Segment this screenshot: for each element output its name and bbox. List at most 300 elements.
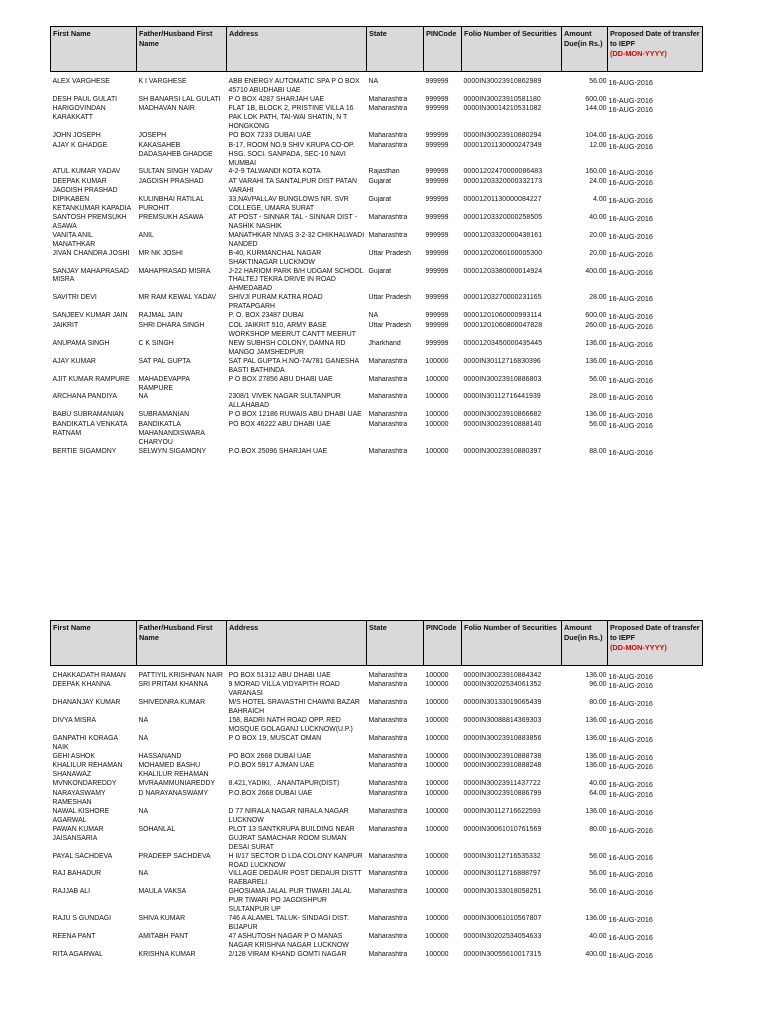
cell-first-name: AJIT KUMAR RAMPURE [52,375,130,383]
table-row [51,888,703,915]
cell-first-name: JAIKRIT [52,321,79,329]
cell-address: 47 ASHUTOSH NAGAR P O MANAS NAGAR KRISHNA NAGAR LUCKNOW [228,933,349,950]
cell-pincode: 100000 [425,717,449,725]
cell-proposed-date: 16-AUG-2016 [608,807,653,817]
cell-address: GHOSIAMA JALAL PUR TIWARI JALAL PUR TIWARI PO JAGDISHPUR SULTANPUR UP [228,888,352,914]
header-folio: Folio Number of Securities [462,621,562,666]
cell-proposed-date: 16-AUG-2016 [608,789,653,799]
cell-state: Maharashtra [368,375,408,383]
table-body [51,666,703,961]
table-row [51,72,703,96]
cell-amount: 56.00 [589,375,607,383]
cell-first-name: DIPIKABEN KETANKUMAR KAPADIA [52,195,132,212]
cell-address: 9 MORAD VILLA VIDYAPITH ROAD VARANASI [228,681,340,698]
cell-amount: 260.00 [585,321,607,329]
cell-father-name: MAHADEVAPPA RAMPURE [138,375,190,392]
cell-pincode: 100000 [425,789,449,797]
cell-address: SAT PAL GUPTA H.NO-7A/781 GANESHA BASTI BATHINDA [228,357,359,374]
cell-address: PLOT 13 SANTKRUPA BUILDING NEAR GUJRAT SAMACHAR ROOM SUMAN DESAI SURAT [228,825,355,851]
cell-amount: 4.00 [593,195,607,203]
cell-folio: 0000IN30023910884342 [463,672,542,679]
table-row [51,951,703,960]
cell-proposed-date: 16-AUG-2016 [608,393,653,403]
cell-pincode: 100000 [425,375,449,383]
cell-father-name: SHIVA KUMAR [138,915,186,923]
cell-proposed-date: 16-AUG-2016 [608,213,653,223]
cell-folio: 00001202060100005300 [463,249,543,257]
cell-pincode: 100000 [425,852,449,860]
cell-proposed-date: 16-AUG-2016 [608,672,653,681]
cell-address: D 77 NIRALA NAGAR NIRALA NAGAR LUCKNOW [228,807,349,824]
cell-amount: 20.00 [589,249,607,257]
cell-first-name: GEHI ASHOK [52,753,96,761]
cell-amount: 136.00 [585,753,607,761]
cell-proposed-date: 16-AUG-2016 [608,735,653,745]
cell-address: PO BOX 51312 ABU DHABI UAE [228,672,331,679]
cell-father-name: SELWYN SIGAMONY [138,447,207,455]
cell-amount: 56.00 [589,852,607,860]
cell-folio: 0000IN30023910888738 [463,753,542,761]
cell-pincode: 999999 [425,141,449,149]
cell-proposed-date: 16-AUG-2016 [608,762,653,772]
cell-first-name: BERTIE SIGAMONY [52,447,117,455]
cell-pincode: 999999 [425,177,449,185]
cell-pincode: 999999 [425,195,449,203]
cell-proposed-date: 16-AUG-2016 [608,312,653,322]
cell-folio: 0000IN30112716888797 [463,870,541,878]
cell-pincode: 100000 [425,735,449,743]
cell-first-name: RAJ BAHADUR [52,870,102,878]
table-row [51,666,703,682]
cell-amount: 104.00 [585,132,607,140]
cell-first-name: HARIGOVINDAN KARAKKATT [52,105,106,122]
cell-proposed-date: 16-AUG-2016 [608,357,653,367]
cell-folio: 00001203320000332173 [463,177,543,185]
cell-pincode: 999999 [425,168,449,176]
cell-folio: 0000IN30023910888140 [463,420,542,428]
header-address: Address [227,27,367,72]
header-state: State [367,621,424,666]
cell-amount: 80.00 [589,699,607,707]
cell-folio: 00001201060000993114 [463,312,542,320]
cell-state: Maharashtra [368,213,408,221]
cell-father-name: KAKASAHEB DADASAHEB GHADGE [138,141,213,158]
table-row [51,421,703,448]
cell-amount: 28.00 [589,294,607,302]
cell-father-name: MVRAAMMUNIAREDDY [138,780,216,788]
cell-address: M/S HOTEL SRAVASTHI CHAWNI BAZAR BAHRAICH [228,699,360,716]
cell-address: ABB ENERGY AUTOMATIC SPA P O BOX 45710 ABUDHABI UAE [228,78,360,94]
cell-pincode: 100000 [425,762,449,770]
cell-folio: 00001202470000086483 [463,168,543,176]
cell-first-name: RITA AGARWAL [52,951,103,959]
cell-amount: 136.00 [585,915,607,923]
cell-folio: 0000IN30014210531082 [463,105,542,113]
cell-pincode: 999999 [425,95,449,103]
cell-amount: 600.00 [585,312,607,320]
cell-father-name: C K SINGH [138,339,174,347]
cell-folio: 00001201060800047828 [463,321,543,329]
cell-pincode: 100000 [425,393,449,401]
cell-proposed-date: 16-AUG-2016 [608,699,653,709]
cell-address: H II/17 SECTOR D LDA COLONY KANPUR ROAD LUCKNOW [228,852,363,869]
cell-amount: 136.00 [585,762,607,770]
cell-proposed-date: 16-AUG-2016 [608,105,653,115]
cell-state: Maharashtra [368,933,408,941]
cell-father-name: SH BANARSI LAL GULATI [138,95,221,103]
cell-first-name: PAYAL SACHDEVA [52,852,113,860]
cell-state: Maharashtra [368,357,408,365]
cell-proposed-date: 16-AUG-2016 [608,339,653,349]
cell-state: Maharashtra [368,789,408,797]
table-row [51,105,703,132]
cell-amount: 40.00 [589,780,607,788]
cell-proposed-date: 16-AUG-2016 [608,753,653,763]
table-row [51,376,703,394]
cell-first-name: ALEX VARGHESE [52,78,110,85]
cell-amount: 600.00 [585,95,607,103]
cell-pincode: 100000 [425,699,449,707]
cell-pincode: 100000 [425,447,449,455]
cell-father-name: ANIL [138,231,154,239]
cell-first-name: RAJJAB ALI [52,888,91,896]
cell-pincode: 100000 [425,681,449,689]
cell-state: Uttar Pradesh [368,249,412,257]
cell-address: 2308/1 VIVEK NAGAR SULTANPUR ALLAHABAD [228,393,341,410]
cell-pincode: 999999 [425,132,449,140]
cell-father-name: SHRI DHARA SINGH [138,321,205,329]
cell-amount: 136.00 [585,357,607,365]
cell-amount: 160.00 [585,168,607,176]
cell-address: VILLAGE DEDAUR POST DEDAUR DISTT RAEBARELI [228,870,362,887]
cell-first-name: AJAY KUMAR [52,357,96,365]
cell-folio: 0000IN30088814369303 [463,717,542,725]
table-row [51,915,703,933]
cell-pincode: 999999 [425,321,449,329]
table-row [51,214,703,232]
cell-address: P O BOX 4287 SHARJAH UAE [228,95,325,103]
cell-amount: 24.00 [589,177,607,185]
cell-pincode: 100000 [425,933,449,941]
cell-proposed-date: 16-AUG-2016 [608,375,653,385]
unclaimed-dividend-table [50,620,703,961]
cell-state: Maharashtra [368,753,408,761]
cell-pincode: 100000 [425,753,449,761]
cell-amount: 56.00 [589,888,607,896]
cell-pincode: 100000 [425,888,449,896]
cell-pincode: 999999 [425,339,449,347]
cell-state: Maharashtra [368,231,408,239]
cell-state: Maharashtra [368,105,408,113]
table-row [51,250,703,268]
cell-first-name: BANDIKATLA VENKATA RATNAM [52,420,128,437]
header-first-name: First Name [51,27,137,72]
cell-father-name: NA [138,870,149,878]
cell-address: PO BOX 46222 ABU DHABI UAE [228,420,331,428]
cell-first-name: JOHN JOSEPH [52,132,101,140]
cell-proposed-date: 16-AUG-2016 [608,447,653,457]
cell-proposed-date: 16-AUG-2016 [608,933,653,943]
cell-amount: 136.00 [585,672,607,679]
cell-father-name: SOHANLAL [138,825,176,833]
cell-first-name: RAJU S GUNDAGI [52,915,112,923]
cell-state: Uttar Pradesh [368,321,412,329]
table-row [51,196,703,214]
cell-address: NEW SUBHSH COLONY, DAMNA RD MANGO JAMSHEDPUR [228,339,346,356]
date-format-label: (DD-MON-YYYY) [610,48,667,58]
cell-first-name: SANJAY MAHAPRASAD MISRA [52,267,129,284]
cell-state: Maharashtra [368,447,408,455]
cell-address: 8.421,YADIKI, . ANANTAPUR(DIST) [228,780,340,788]
cell-father-name: SRI PRITAM KHANNA [138,681,209,689]
cell-pincode: 100000 [425,780,449,788]
cell-amount: 40.00 [589,933,607,941]
cell-first-name: ANUPAMA SINGH [52,339,110,347]
proposed-date-label: Proposed Date of transfer to IEPF [610,623,700,642]
table-row [51,681,703,699]
cell-first-name: ARCHANA PANDIYA [52,393,117,401]
cell-first-name: BABU SUBRAMANIAN [52,411,124,419]
header-proposed-date [608,621,703,666]
table-row [51,268,703,295]
cell-proposed-date: 16-AUG-2016 [608,888,653,898]
cell-father-name: MAULA VAKSA [138,888,187,896]
cell-first-name: NARAYASWAMY RAMESHAN [52,789,106,806]
cell-father-name: JOSEPH [138,132,167,140]
cell-first-name: DEEPAK KHANNA [52,681,111,689]
cell-state: Maharashtra [368,852,408,860]
cell-pincode: 100000 [425,825,449,833]
cell-first-name: REENA PANT [52,933,96,941]
cell-amount: 136.00 [585,339,607,347]
cell-address: P O BOX 27856 ABU DHABI UAE [228,375,333,383]
cell-amount: 20.00 [589,231,607,239]
cell-state: Uttar Pradesh [368,294,412,302]
cell-state: Maharashtra [368,393,408,401]
cell-address: J-22 HARIOM PARK B/H UDGAM SCHOOL THALTEJ TEKRA DRIVE IN ROAD AHMEDABAD [228,267,364,293]
cell-father-name: HASSANAND [138,753,182,761]
cell-folio: 0000IN30023910886803 [463,375,542,383]
cell-folio: 0000IN30023910883856 [463,735,542,743]
header-father-name: Father/Husband First Name [137,621,227,666]
cell-proposed-date: 16-AUG-2016 [608,411,653,421]
cell-state: Maharashtra [368,717,408,725]
cell-folio: 00001203380000014924 [463,267,543,275]
cell-folio: 0000IN30061010761569 [463,825,542,833]
cell-address: P.O.BOX 5917 AJMAN UAE [228,762,315,770]
cell-folio: 0000IN30023910862989 [463,78,542,85]
table-row [51,358,703,376]
cell-pincode: 999999 [425,105,449,113]
cell-state: Maharashtra [368,420,408,428]
table-row [51,780,703,789]
cell-pincode: 999999 [425,231,449,239]
cell-address: PO BOX 2668 DUBAI UAE [228,753,312,761]
cell-pincode: 999999 [425,78,449,85]
cell-amount: 12.00 [589,141,607,149]
table-header-row [51,621,703,666]
cell-father-name: MR RAM KEWAL YADAV [138,294,217,302]
cell-proposed-date: 16-AUG-2016 [608,420,653,430]
cell-proposed-date: 16-AUG-2016 [608,852,653,862]
cell-address: 33,NAVPALLAV BUNGLOWS NR. SVR COLLEGE, UMARA SURAT [228,195,349,212]
cell-state: Maharashtra [368,762,408,770]
cell-pincode: 100000 [425,420,449,428]
cell-folio: 0000IN30112716441939 [463,393,541,401]
cell-father-name: PRADEEP SACHDEVA [138,852,211,860]
table-row [51,853,703,871]
cell-proposed-date: 16-AUG-2016 [608,195,653,205]
cell-address: COL JAIKRIT 510, ARMY BASE WORKSHOP MEERUT CANTT MEERUT [228,321,356,338]
cell-proposed-date: 16-AUG-2016 [608,249,653,259]
cell-folio: 0000IN30023910880294 [463,132,542,140]
cell-state: Maharashtra [368,681,408,689]
header-amount: Amount Due(in Rs.) [562,621,608,666]
table-row [51,870,703,888]
cell-folio: 0000IN30112716622593 [463,807,541,815]
cell-father-name: K I VARGHESE [138,78,187,85]
cell-first-name: MVNKONDAREDDY [52,780,117,788]
table-row [51,448,703,457]
cell-address: MANATHKAR NIVAS 3-2-32 CHIKHALWADI NANDED [228,231,365,248]
table-row [51,232,703,250]
cell-state: Maharashtra [368,915,408,923]
cell-folio: 0000IN30023910866682 [463,411,542,419]
cell-proposed-date: 16-AUG-2016 [608,78,653,87]
cell-father-name: MR NK JOSHI [138,249,183,257]
cell-state: NA [368,312,379,320]
cell-first-name: DEEPAK KUMAR JAGDISH PRASHAD [52,177,118,194]
cell-first-name: VANITA ANIL MANATHKAR [52,231,96,248]
cell-state: Maharashtra [368,141,408,149]
cell-pincode: 100000 [425,357,449,365]
cell-folio: 0000IN30055610017315 [463,951,542,959]
cell-state: Maharashtra [368,807,408,815]
cell-amount: 144.00 [585,105,607,113]
cell-amount: 136.00 [585,735,607,743]
cell-pincode: 100000 [425,411,449,419]
cell-address: B-17, ROOM NO.9 SHIV KRUPA CO-OP. HSG. SOCI. SANPADA, SEC-10 NAVI MUMBAI [228,141,355,167]
cell-address: AT VARAHI TA SANTALPUR DIST PATAN VARAHI [228,177,358,194]
cell-amount: 136.00 [585,807,607,815]
table-row [51,411,703,420]
cell-folio: 0000IN30023910888248 [463,762,542,770]
header-pincode: PINCode [424,621,462,666]
table-row [51,735,703,753]
cell-father-name: PATTIYIL KRISHNAN NAIR [138,672,223,679]
cell-proposed-date: 16-AUG-2016 [608,321,653,331]
cell-amount: 40.00 [589,213,607,221]
cell-father-name: SHIVEDNRA KUMAR [138,699,206,707]
cell-proposed-date: 16-AUG-2016 [608,168,653,178]
cell-amount: 56.00 [589,870,607,878]
cell-pincode: 100000 [425,807,449,815]
cell-address: AT POST - SINNAR TAL - SINNAR DIST - NASHIK NASHIK [228,213,357,230]
header-father-name: Father/Husband First Name [137,27,227,72]
cell-proposed-date: 16-AUG-2016 [608,780,653,790]
cell-state: NA [368,78,379,85]
cell-folio: 0000IN30133018058251 [463,888,542,896]
cell-amount: 28.00 [589,393,607,401]
table-row [51,699,703,717]
cell-father-name: SULTAN SINGH YADAV [138,168,213,176]
cell-father-name: PREMSUKH ASAWA [138,213,204,221]
table-row [51,717,703,735]
cell-first-name: DHANANJAY KUMAR [52,699,121,707]
cell-amount: 64.00 [589,789,607,797]
cell-first-name: AJAY K GHADGE [52,141,108,149]
header-address: Address [227,621,367,666]
cell-folio: 0000IN30202534054633 [463,933,542,941]
cell-amount: 56.00 [589,420,607,428]
cell-pincode: 999999 [425,213,449,221]
table-row [51,294,703,312]
cell-state: Maharashtra [368,132,408,140]
cell-father-name: AMITABH PANT [138,933,189,941]
cell-first-name: DIVYA MISRA [52,717,97,725]
table-header-row [51,27,703,72]
cell-proposed-date: 16-AUG-2016 [608,141,653,151]
cell-folio: 0000IN30023911437722 [463,780,541,788]
table-row [51,322,703,340]
cell-pincode: 100000 [425,951,449,959]
cell-father-name: MAHAPRASAD MISRA [138,267,211,275]
cell-proposed-date: 16-AUG-2016 [608,681,653,691]
cell-folio: 0000IN30023910880397 [463,447,542,455]
cell-first-name: NAWAL KISHORE AGARWAL [52,807,110,824]
cell-first-name: KHALILUR REHAMAN SHANAWAZ [52,762,123,779]
cell-father-name: NA [138,717,149,725]
cell-folio: 0000IN30133019065439 [463,699,542,707]
cell-father-name: MOHAMED BASHU KHALILUR REHAMAN [138,762,209,779]
cell-folio: 00001201130000084227 [463,195,542,203]
cell-father-name: RAJMAL JAIN [138,312,183,320]
cell-amount: 136.00 [585,411,607,419]
cell-state: Maharashtra [368,780,408,788]
cell-father-name: SUBRAMANIAN [138,411,190,419]
cell-father-name: KRISHNA KUMAR [138,951,196,959]
table-row [51,753,703,762]
header-state: State [367,27,424,72]
cell-folio: 0000IN30023910886799 [463,789,542,797]
table-row [51,393,703,411]
cell-folio: 00001203450000435445 [463,339,543,347]
cell-father-name: KULINBHAI RATILAL PUROHIT [138,195,204,212]
table-row [51,808,703,826]
cell-state: Maharashtra [368,870,408,878]
cell-proposed-date: 16-AUG-2016 [608,231,653,241]
cell-address: SHIVJI PURAM KATRA ROAD PRATAPGARH [228,294,323,311]
cell-proposed-date: 16-AUG-2016 [608,717,653,727]
table-row [51,96,703,105]
cell-proposed-date: 16-AUG-2016 [608,132,653,142]
cell-amount: 56.00 [589,78,607,85]
cell-folio: 0000IN30202534061352 [463,681,542,689]
cell-address: P O BOX 12186 RUWAIS ABU DHABI UAE [228,411,362,419]
header-first-name: First Name [51,621,137,666]
table-body [51,72,703,458]
cell-address: P O BOX 19, MUSCAT OMAN [228,735,322,743]
cell-state: Jharkhand [368,339,401,347]
cell-state: Maharashtra [368,95,408,103]
cell-proposed-date: 16-AUG-2016 [608,870,653,880]
cell-father-name: D NARAYANASWAMY [138,789,209,797]
cell-address: B-40, KURMANCHAL NAGAR SHAKTINAGAR LUCKNOW [228,249,322,266]
cell-state: Gujarat [368,267,392,275]
cell-pincode: 999999 [425,249,449,257]
cell-amount: 400.00 [585,267,607,275]
cell-first-name: GANPATHI KORAGA NAIK [52,735,118,752]
